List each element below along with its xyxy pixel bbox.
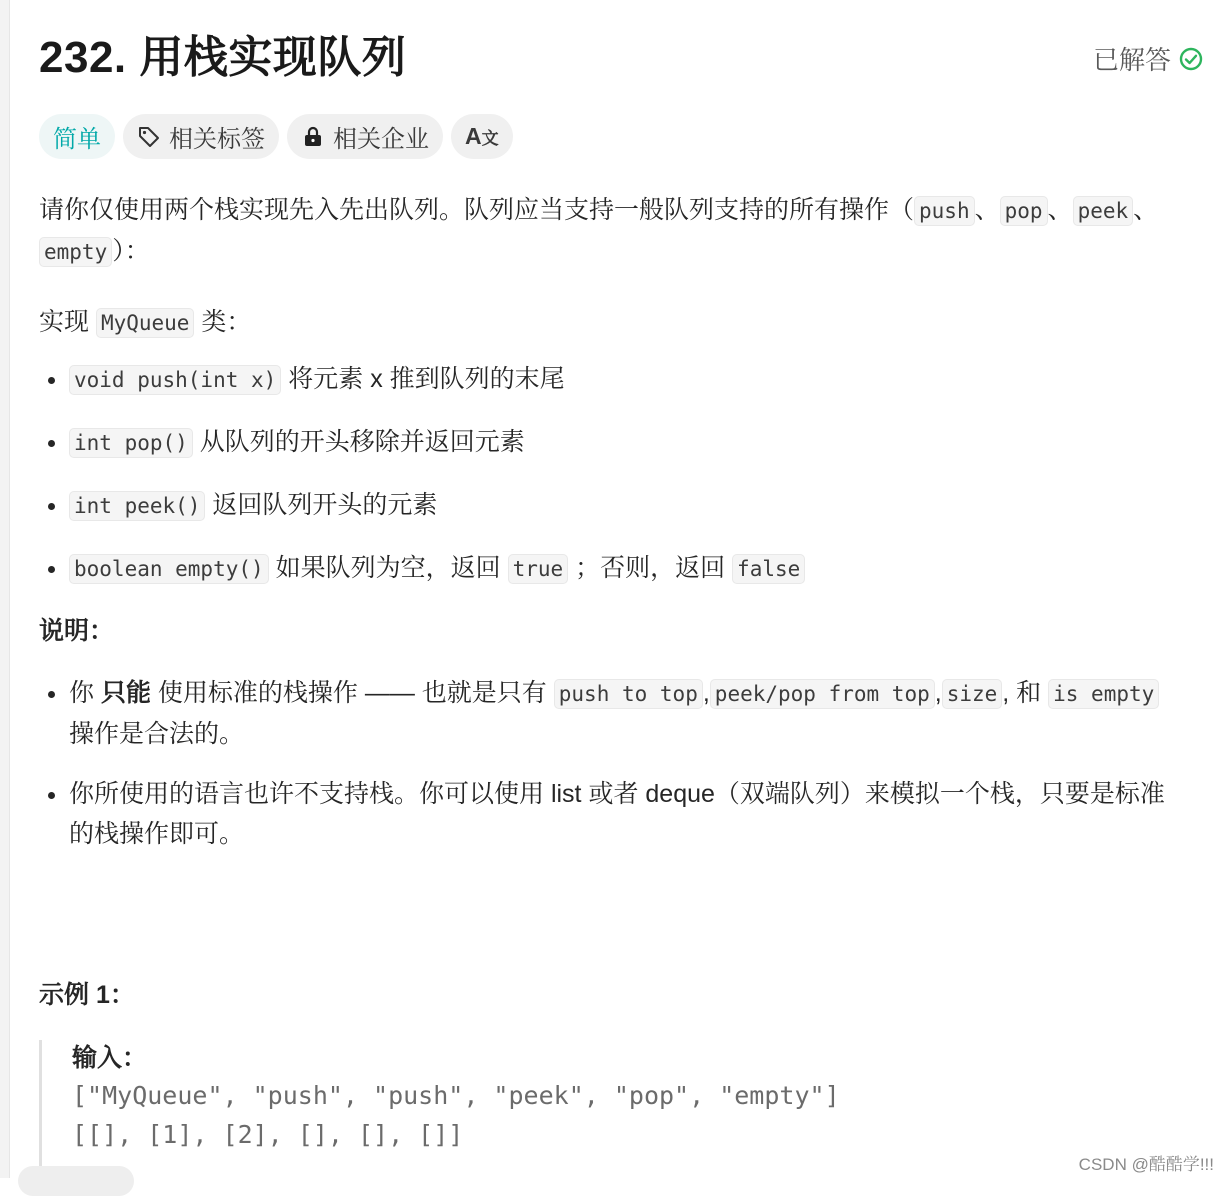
difficulty-badge[interactable] bbox=[39, 114, 115, 159]
class-name-code: MyQueue bbox=[96, 308, 195, 338]
watermark: CSDN @酷酷学!!! bbox=[1078, 1155, 1214, 1174]
example-input-label: 输入： bbox=[72, 1044, 148, 1072]
example-input-line: ["MyQueue", "push", "push", "peek", "pop", "empty"] bbox=[72, 1081, 840, 1110]
intro-paragraph: 请你仅使用两个栈实现先入先出队列。队列应当支持一般队列支持的所有操作（ push 、 pop 、 peek 、empty ）： bbox=[39, 196, 1159, 265]
translate-icon: A文 bbox=[465, 123, 499, 149]
example-input-line: [[], [1], [2], [], [], []] bbox=[72, 1120, 464, 1149]
op-code: peek bbox=[1073, 196, 1134, 226]
translate-button[interactable] bbox=[451, 114, 513, 159]
related-tags-label: 相关标签 bbox=[169, 126, 265, 153]
title-row bbox=[39, 30, 1209, 86]
problem-title[interactable]: 232. 用栈实现队列 bbox=[39, 33, 407, 82]
list-item: • int peek() 返回队列开头的元素 bbox=[69, 485, 1189, 526]
related-tags-button[interactable] bbox=[123, 114, 279, 159]
related-companies-label: 相关企业 bbox=[333, 126, 429, 153]
notes-list bbox=[39, 673, 1189, 854]
method-list bbox=[39, 359, 1189, 589]
list-item: • boolean empty() 如果队列为空，返回 true ；否则，返回 false bbox=[69, 548, 1189, 589]
tag-icon bbox=[137, 125, 161, 149]
left-panel-edge bbox=[0, 0, 10, 1178]
bottom-toolbar-pill[interactable] bbox=[18, 1166, 134, 1196]
example-title: 示例 1： bbox=[39, 981, 135, 1009]
list-item: • int pop() 从队列的开头移除并返回元素 bbox=[69, 422, 1189, 463]
notes-heading: 说明： bbox=[39, 617, 115, 645]
list-item: • 你 只能 使用标准的栈操作 —— 也就是只有 push to top , peek/pop from top , size , 和 is empty 操作是合法的。 bbox=[69, 673, 1189, 754]
solved-status bbox=[1093, 40, 1203, 77]
problem-content bbox=[39, 190, 1189, 874]
op-code: empty bbox=[39, 237, 112, 267]
lock-icon bbox=[301, 125, 325, 149]
op-code: pop bbox=[1000, 196, 1048, 226]
implement-paragraph: 实现 MyQueue 类： bbox=[39, 308, 252, 336]
solved-label: 已解答 bbox=[1092, 45, 1171, 75]
difficulty-label: 简单 bbox=[53, 126, 101, 153]
op-code: push bbox=[914, 196, 975, 226]
list-item: • 你所使用的语言也许不支持栈。你可以使用 list 或者 deque（双端队列）来模拟一个栈，只要是标准的栈操作即可。 bbox=[69, 774, 1189, 854]
related-companies-button[interactable] bbox=[287, 114, 443, 159]
tag-bar bbox=[39, 114, 513, 159]
example-block bbox=[39, 1040, 840, 1180]
list-item: • void push(int x) 将元素 x 推到队列的末尾 bbox=[69, 359, 1189, 400]
check-circle-icon bbox=[1179, 47, 1203, 71]
